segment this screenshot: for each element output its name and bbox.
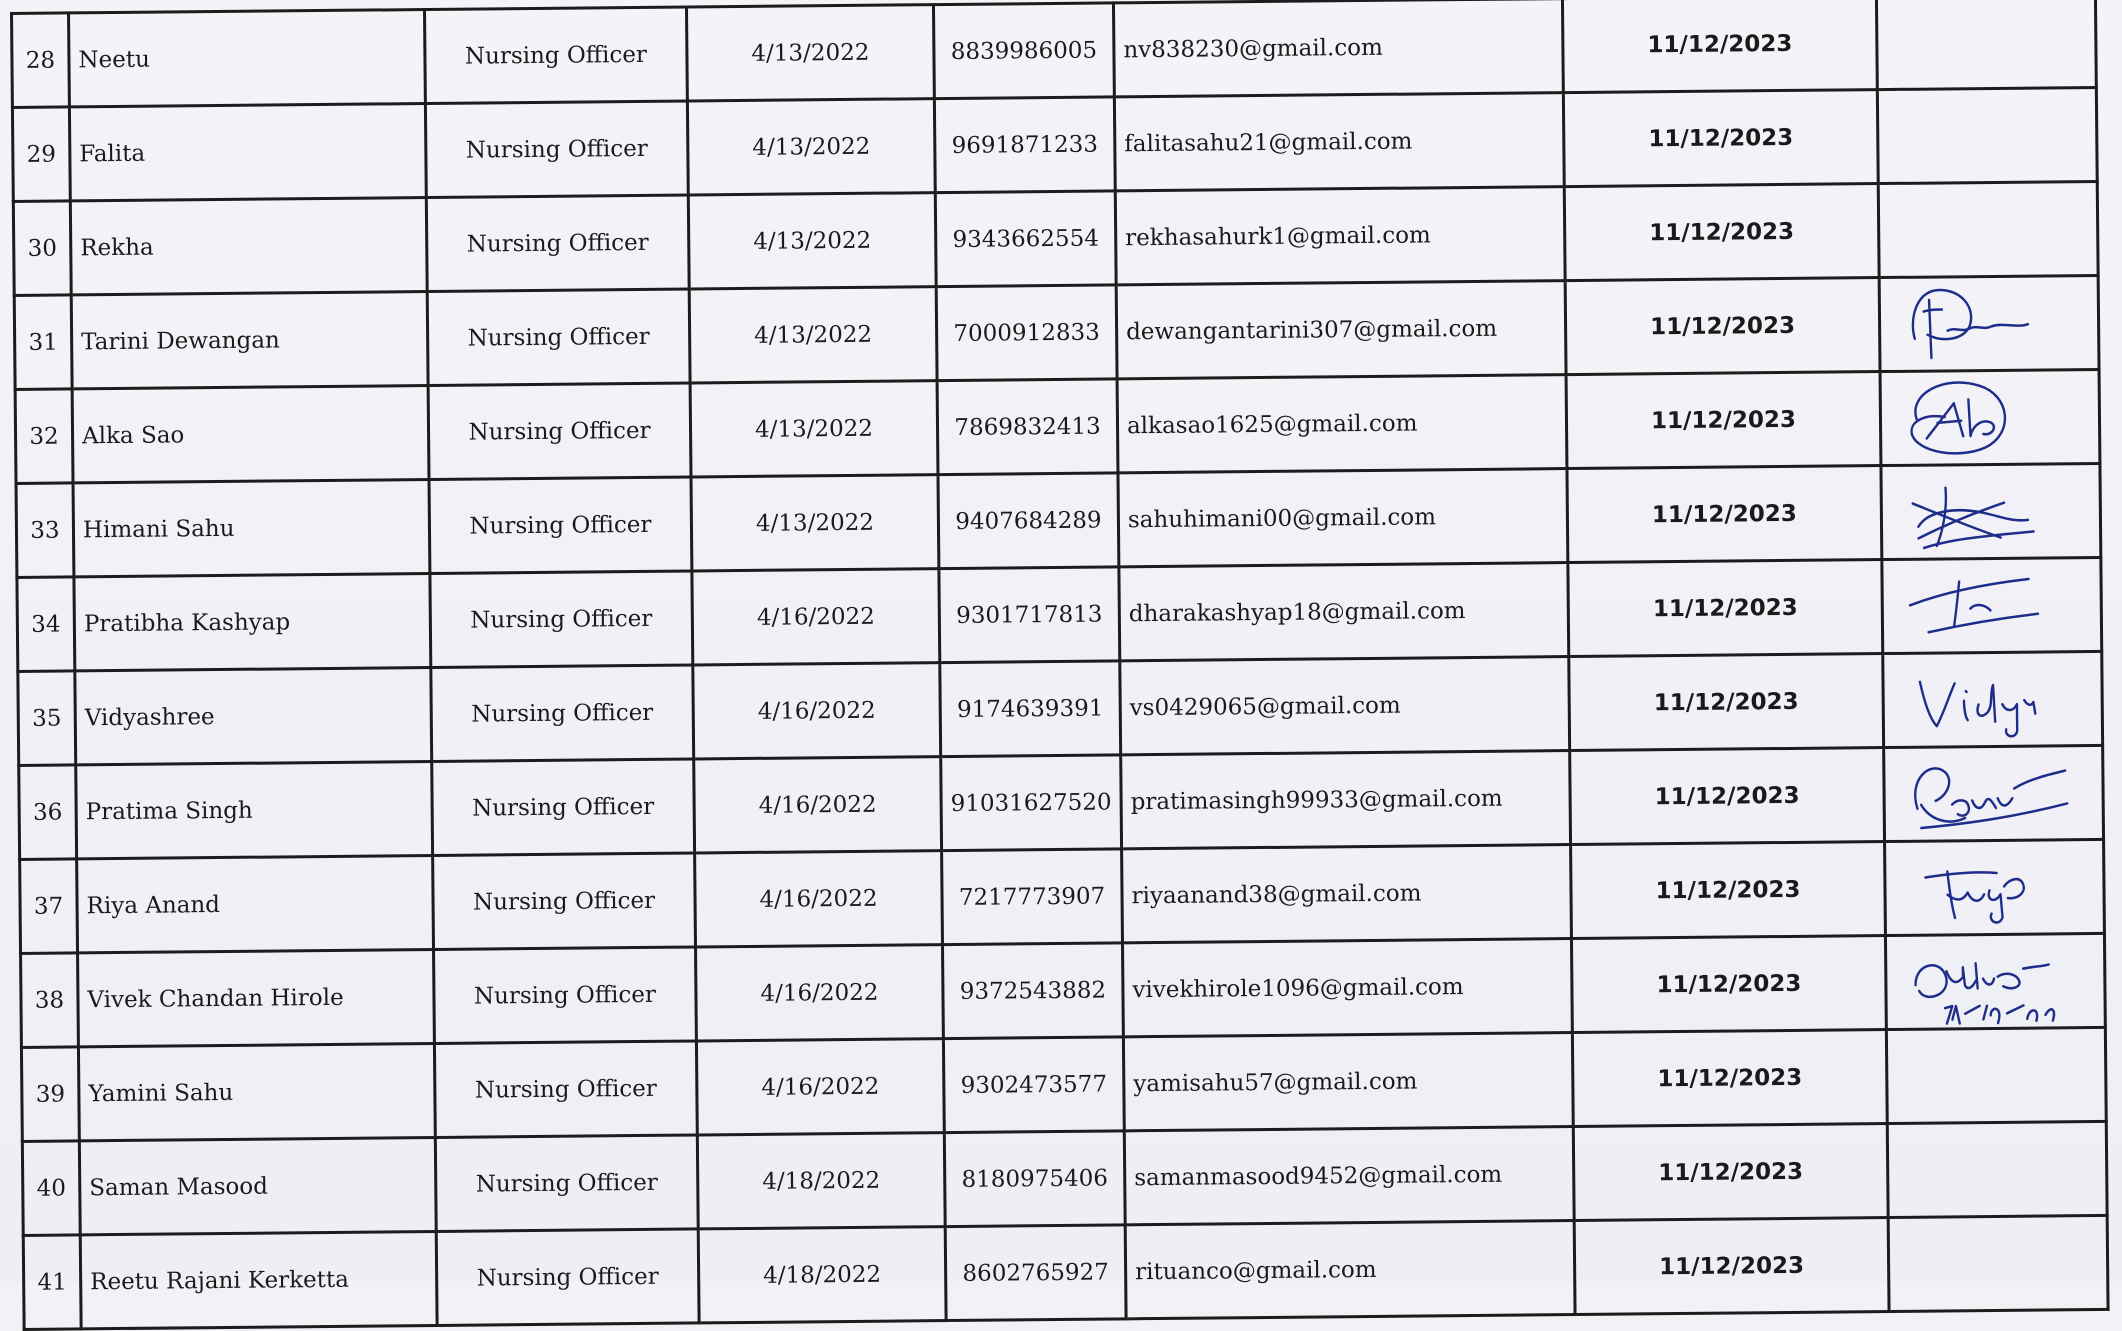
email-cell: rituanco@gmail.com bbox=[1125, 1221, 1575, 1319]
register-body bbox=[12, 0, 2109, 1329]
attendance-date-cell: 11/12/2023 bbox=[1572, 1030, 1887, 1127]
phone-number-cell: 8839986005 bbox=[933, 3, 1114, 99]
designation-cell: Nursing Officer bbox=[429, 477, 692, 574]
signature-cell bbox=[1877, 87, 2097, 183]
serial-number-cell: 41 bbox=[23, 1235, 81, 1330]
serial-number-cell: 28 bbox=[12, 13, 70, 108]
designation-cell: Nursing Officer bbox=[434, 1041, 697, 1138]
signature-stroke bbox=[1954, 581, 1960, 626]
designation-cell: Nursing Officer bbox=[433, 853, 696, 950]
signature-stroke bbox=[1998, 798, 2013, 805]
signature-stroke bbox=[1983, 1005, 1987, 1019]
signature-stroke bbox=[1977, 684, 1995, 721]
serial-number-cell: 35 bbox=[18, 671, 76, 766]
signature-stroke bbox=[1998, 973, 2020, 988]
attendance-date-cell: 11/12/2023 bbox=[1574, 1218, 1889, 1315]
email-cell: rekhasahurk1@gmail.com bbox=[1115, 187, 1565, 285]
joining-date-cell: 4/13/2022 bbox=[686, 5, 934, 101]
designation-cell: Nursing Officer bbox=[426, 195, 689, 292]
serial-number-cell: 38 bbox=[21, 953, 79, 1048]
name-cell: Himani Sahu bbox=[73, 479, 430, 576]
signature-stroke bbox=[2045, 1009, 2054, 1020]
joining-date-cell: 4/13/2022 bbox=[691, 475, 939, 571]
signature-stroke bbox=[1970, 604, 1990, 610]
signature-stroke bbox=[1976, 963, 1978, 988]
signature-image bbox=[1890, 467, 2091, 557]
phone-number-cell: 7869832413 bbox=[937, 379, 1118, 475]
serial-number-cell: 39 bbox=[21, 1047, 79, 1142]
phone-number-cell: 9174639391 bbox=[940, 661, 1121, 757]
signature-stroke bbox=[1952, 800, 1969, 815]
name-cell: Pratibha Kashyap bbox=[74, 573, 431, 670]
signature-stroke bbox=[1920, 681, 1955, 726]
joining-date-cell: 4/18/2022 bbox=[698, 1227, 946, 1323]
name-cell: Tarini Dewangan bbox=[71, 292, 428, 389]
attendance-date-cell: 11/12/2023 bbox=[1569, 654, 1884, 751]
signature-stroke bbox=[1989, 890, 2003, 922]
joining-date-cell: 4/16/2022 bbox=[693, 663, 941, 759]
phone-number-cell: 9343662554 bbox=[935, 191, 1116, 287]
joining-date-cell: 4/16/2022 bbox=[696, 945, 944, 1041]
name-cell: Alka Sao bbox=[72, 386, 429, 483]
signature-stroke bbox=[2004, 879, 2024, 898]
joining-date-cell: 4/16/2022 bbox=[694, 757, 942, 853]
signature-stroke bbox=[1965, 1005, 1980, 1013]
phone-number-cell: 8180975406 bbox=[944, 1131, 1125, 1227]
email-cell: alkasao1625@gmail.com bbox=[1117, 375, 1567, 473]
signature-cell bbox=[1878, 181, 2098, 277]
signature-stroke bbox=[2002, 704, 2017, 736]
signature-stroke bbox=[1915, 965, 1946, 997]
joining-date-cell: 4/18/2022 bbox=[697, 1133, 945, 1229]
name-cell: Yamini Sahu bbox=[78, 1043, 435, 1140]
signature-cell bbox=[1876, 0, 2096, 90]
phone-number-cell: 91031627520 bbox=[941, 755, 1122, 851]
attendance-date-cell: 11/12/2023 bbox=[1570, 748, 1885, 845]
signature-stroke bbox=[1929, 299, 1931, 357]
signature-image bbox=[1892, 655, 2093, 745]
email-cell: dewangantarini307@gmail.com bbox=[1116, 281, 1566, 379]
signature-stroke bbox=[1952, 1006, 1959, 1023]
designation-cell: Nursing Officer bbox=[431, 665, 694, 762]
signature-stroke bbox=[2014, 770, 2065, 788]
signature-stroke bbox=[2007, 1005, 2024, 1013]
signature-cell bbox=[1887, 1121, 2107, 1217]
signature-cell bbox=[1880, 369, 2100, 465]
attendance-date-cell: 11/12/2023 bbox=[1568, 560, 1883, 657]
signature-image bbox=[1890, 373, 2091, 463]
signature-stroke bbox=[2024, 700, 2035, 714]
phone-number-cell: 9301717813 bbox=[939, 567, 1120, 663]
staff-register-table bbox=[10, 0, 2110, 1331]
signature-stroke bbox=[1936, 487, 1946, 545]
signature-cell bbox=[1879, 275, 2099, 371]
signature-cell bbox=[1883, 651, 2103, 747]
signature-stroke bbox=[1948, 892, 1985, 901]
signature-cell bbox=[1884, 745, 2104, 841]
signature-cell bbox=[1886, 1027, 2106, 1123]
serial-number-cell: 36 bbox=[19, 765, 77, 860]
attendance-date-cell: 11/12/2023 bbox=[1563, 90, 1878, 187]
name-cell: Pratima Singh bbox=[76, 761, 433, 858]
email-cell: riyaanand38@gmail.com bbox=[1122, 845, 1572, 943]
signature-stroke bbox=[1968, 399, 1994, 436]
designation-cell: Nursing Officer bbox=[425, 101, 688, 198]
signature-stroke bbox=[1921, 804, 1965, 821]
phone-number-cell: 9407684289 bbox=[938, 473, 1119, 569]
designation-cell: Nursing Officer bbox=[435, 1135, 698, 1232]
name-cell: Riya Anand bbox=[77, 855, 434, 952]
email-cell: sahuhimani00@gmail.com bbox=[1118, 469, 1568, 567]
table-row bbox=[23, 1215, 2108, 1329]
phone-number-cell: 7000912833 bbox=[936, 285, 1117, 381]
joining-date-cell: 4/16/2022 bbox=[695, 851, 943, 947]
designation-cell: Nursing Officer bbox=[424, 7, 687, 104]
phone-number-cell: 7217773907 bbox=[942, 849, 1123, 945]
signature-stroke bbox=[1964, 700, 1968, 719]
signature-stroke bbox=[1983, 978, 1994, 984]
designation-cell: Nursing Officer bbox=[427, 289, 690, 386]
signature-stroke bbox=[1924, 309, 1942, 311]
serial-number-cell: 34 bbox=[17, 577, 75, 672]
signature-cell bbox=[1882, 557, 2102, 653]
name-cell: Saman Masood bbox=[79, 1137, 436, 1234]
signature-image bbox=[1893, 749, 2094, 839]
designation-cell: Nursing Officer bbox=[436, 1229, 699, 1326]
designation-cell: Nursing Officer bbox=[428, 383, 691, 480]
signature-stroke bbox=[1972, 798, 1996, 807]
email-cell: dharakashyap18@gmail.com bbox=[1119, 563, 1569, 661]
phone-number-cell: 9302473577 bbox=[943, 1037, 1124, 1133]
signature-stroke bbox=[1945, 1006, 1952, 1023]
joining-date-cell: 4/13/2022 bbox=[689, 287, 937, 383]
serial-number-cell: 33 bbox=[16, 483, 74, 578]
signature-cell bbox=[1885, 839, 2105, 935]
attendance-date-cell: 11/12/2023 bbox=[1573, 1124, 1888, 1221]
joining-date-cell: 4/16/2022 bbox=[692, 569, 940, 665]
attendance-date-cell: 11/12/2023 bbox=[1564, 184, 1879, 281]
joining-date-cell: 4/16/2022 bbox=[696, 1039, 944, 1135]
signature-stroke bbox=[1948, 324, 2028, 331]
signature-stroke bbox=[1946, 967, 1975, 988]
signature-stroke bbox=[2027, 1010, 2037, 1021]
joining-date-cell: 4/13/2022 bbox=[690, 381, 938, 477]
email-cell: yamisahu57@gmail.com bbox=[1123, 1033, 1573, 1131]
signature-stroke bbox=[1915, 768, 1949, 808]
serial-number-cell: 40 bbox=[22, 1141, 80, 1236]
signature-cell bbox=[1888, 1215, 2108, 1311]
signature-cell bbox=[1885, 933, 2105, 1029]
name-cell: Vidyashree bbox=[75, 667, 432, 764]
serial-number-cell: 31 bbox=[14, 295, 72, 390]
name-cell: Falita bbox=[69, 104, 426, 201]
joining-date-cell: 4/13/2022 bbox=[687, 99, 935, 195]
attendance-date-cell: 11/12/2023 bbox=[1567, 466, 1882, 563]
signature-image bbox=[1894, 843, 2095, 933]
signature-stroke bbox=[1991, 1008, 2000, 1022]
signature-image bbox=[1895, 937, 2096, 1027]
email-cell: pratimasingh99933@gmail.com bbox=[1121, 751, 1571, 849]
designation-cell: Nursing Officer bbox=[432, 759, 695, 856]
signature-image bbox=[1889, 279, 2090, 369]
signature-stroke bbox=[1910, 579, 2029, 605]
name-cell: Neetu bbox=[69, 10, 426, 107]
signature-stroke bbox=[1966, 691, 1967, 692]
name-cell: Rekha bbox=[70, 198, 427, 295]
designation-cell: Nursing Officer bbox=[430, 571, 693, 668]
name-cell: Reetu Rajani Kerketta bbox=[80, 1231, 437, 1328]
signature-stroke bbox=[1913, 289, 1972, 339]
joining-date-cell: 4/13/2022 bbox=[688, 193, 936, 289]
phone-number-cell: 9691871233 bbox=[934, 97, 1115, 193]
attendance-date-cell: 11/12/2023 bbox=[1562, 0, 1877, 93]
name-cell: Vivek Chandan Hirole bbox=[78, 949, 435, 1046]
signature-image bbox=[1891, 561, 2092, 651]
serial-number-cell: 37 bbox=[20, 859, 78, 954]
attendance-date-cell: 11/12/2023 bbox=[1571, 936, 1886, 1033]
email-cell: samanmasood9452@gmail.com bbox=[1124, 1127, 1574, 1225]
email-cell: vivekhirole1096@gmail.com bbox=[1122, 939, 1572, 1037]
email-cell: vs0429065@gmail.com bbox=[1120, 657, 1570, 755]
signature-cell bbox=[1881, 463, 2101, 559]
phone-number-cell: 8602765927 bbox=[945, 1225, 1126, 1321]
email-cell: falitasahu21@gmail.com bbox=[1114, 93, 1564, 191]
serial-number-cell: 30 bbox=[13, 201, 71, 296]
email-cell: nv838230@gmail.com bbox=[1113, 0, 1563, 97]
signature-stroke bbox=[2023, 964, 2049, 968]
designation-cell: Nursing Officer bbox=[434, 947, 697, 1044]
signature-stroke bbox=[1928, 613, 2038, 631]
phone-number-cell: 9372543882 bbox=[942, 943, 1123, 1039]
serial-number-cell: 32 bbox=[15, 389, 73, 484]
attendance-date-cell: 11/12/2023 bbox=[1571, 842, 1886, 939]
attendance-date-cell: 11/12/2023 bbox=[1565, 278, 1880, 375]
signature-stroke bbox=[1925, 872, 1996, 877]
serial-number-cell: 29 bbox=[12, 107, 70, 202]
attendance-date-cell: 11/12/2023 bbox=[1566, 372, 1881, 469]
